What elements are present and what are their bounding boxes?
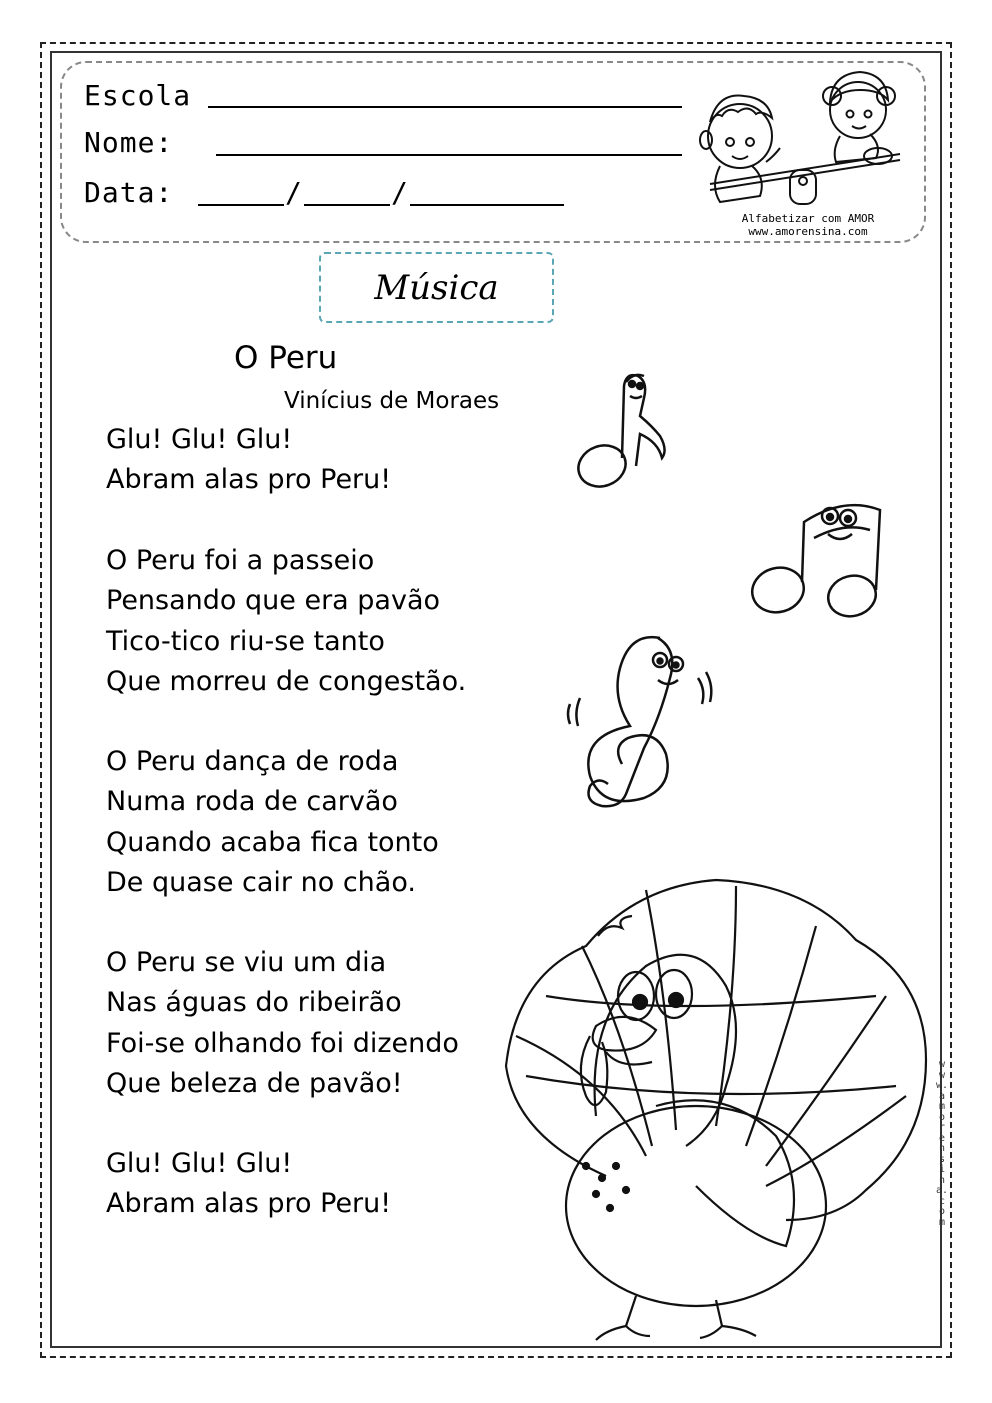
verse-line: O Peru se viu um dia bbox=[106, 947, 387, 978]
verse-line: Numa roda de carvão bbox=[106, 786, 398, 818]
verse-line: Glu! Glu! Glu! bbox=[106, 1148, 293, 1179]
children-seesaw-illustration bbox=[680, 66, 920, 212]
brand-line-1: Alfabetizar com AMOR bbox=[741, 212, 875, 225]
section-title-box bbox=[319, 252, 554, 323]
date-day-line[interactable] bbox=[198, 204, 284, 206]
song-title: O Peru bbox=[234, 340, 338, 376]
date-separator-2: / bbox=[391, 176, 409, 209]
school-label: Escola bbox=[84, 79, 192, 112]
verse-line: O Peru foi a passeio bbox=[106, 545, 375, 576]
school-input-line[interactable] bbox=[208, 106, 682, 108]
stanza-4 bbox=[106, 943, 459, 1104]
eighth-note-character-icon bbox=[572, 362, 676, 494]
verse-line: Quando acaba fica tonto bbox=[106, 826, 439, 858]
verse-line: Abram alas pro Peru! bbox=[106, 464, 392, 496]
brand-text bbox=[708, 212, 908, 238]
section-title: Música bbox=[374, 267, 499, 308]
name-label: Nome: bbox=[84, 126, 174, 159]
verse-line: Pensando que era pavão bbox=[106, 585, 441, 617]
song-author: Vinícius de Moraes bbox=[284, 388, 500, 414]
stanza-2 bbox=[106, 541, 466, 702]
verse-line: Que beleza de pavão! bbox=[106, 1067, 403, 1099]
beamed-notes-character-icon bbox=[748, 492, 894, 628]
stanza-5 bbox=[106, 1144, 391, 1225]
date-label: Data: bbox=[84, 176, 174, 209]
school-row bbox=[84, 79, 191, 112]
date-row bbox=[84, 176, 173, 209]
stanza-3 bbox=[106, 742, 439, 903]
name-input-line[interactable] bbox=[216, 154, 682, 156]
date-month-line[interactable] bbox=[304, 204, 390, 206]
side-watermark: www.amorensina.com bbox=[936, 1059, 949, 1228]
verse-line: De quase cair no chão. bbox=[106, 866, 416, 898]
stanza-1 bbox=[106, 420, 391, 501]
turkey-illustration bbox=[486, 876, 938, 1346]
verse-line: Glu! Glu! Glu! bbox=[106, 424, 293, 455]
name-row bbox=[84, 126, 173, 159]
verse-line: O Peru dança de roda bbox=[106, 746, 399, 777]
brand-line-2: www.amorensina.com bbox=[748, 225, 868, 238]
verse-line: Foi-se olhando foi dizendo bbox=[106, 1027, 459, 1059]
verse-line: Que morreu de congestão. bbox=[106, 665, 467, 697]
verse-line: Tico-tico riu-se tanto bbox=[106, 625, 385, 657]
verse-line: Abram alas pro Peru! bbox=[106, 1188, 392, 1220]
date-separator-1: / bbox=[285, 176, 303, 209]
date-year-line[interactable] bbox=[410, 204, 564, 206]
verse-line: Nas águas do ribeirão bbox=[106, 987, 402, 1019]
treble-clef-character-icon bbox=[540, 618, 720, 814]
